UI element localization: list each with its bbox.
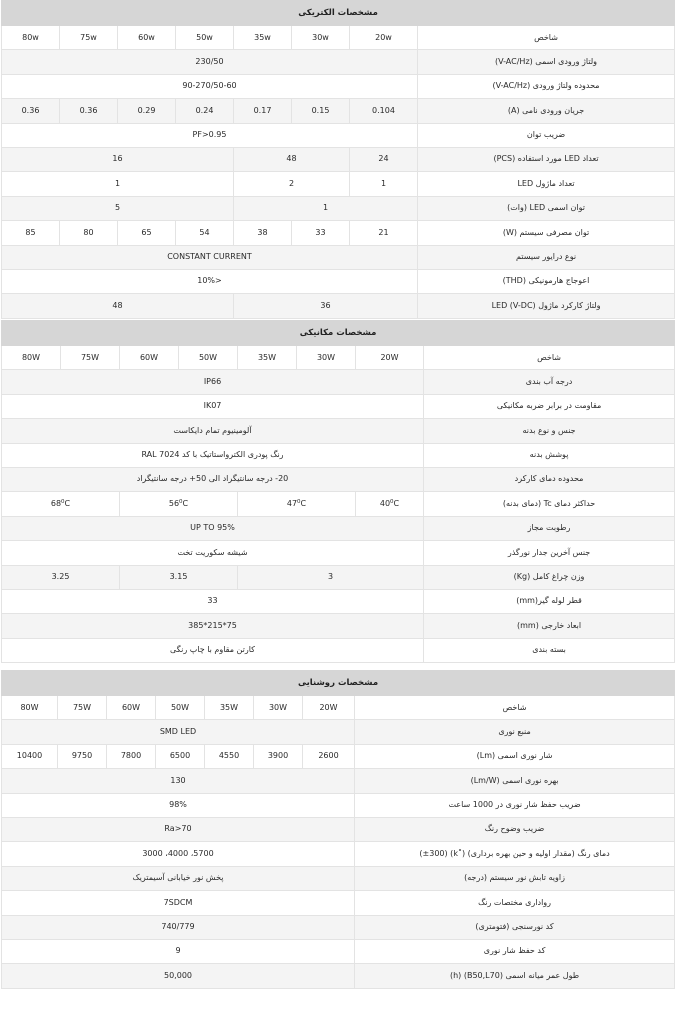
value-cell: 3.25 (2, 565, 120, 589)
value-cell: 2600 (303, 744, 355, 768)
value-cell: SMD LED (2, 720, 355, 744)
row-label: بسته بندی (424, 638, 675, 662)
table-row (2, 720, 675, 744)
row-label: قطر لوله گیر(mm) (424, 589, 675, 613)
power-cell: 30w (292, 26, 350, 50)
value-cell: IK07 (2, 394, 424, 418)
electrical-spec-table (1, 0, 675, 319)
value-cell: 230/50 (2, 50, 418, 74)
value-cell: 0.36 (60, 99, 118, 123)
row-label: تعداد ماژول LED (418, 172, 675, 196)
value-cell: 0.17 (234, 99, 292, 123)
table-row (2, 370, 675, 394)
value-cell: 85 (2, 221, 60, 245)
value-cell: 10%> (2, 269, 418, 293)
value-cell: 4550 (205, 744, 254, 768)
row-label: محدوده ولتاژ ورودی (V-AC/Hz) (418, 74, 675, 98)
value-cell: 65 (118, 221, 176, 245)
value-cell: 130 (2, 769, 355, 793)
row-label: کد حفظ شار نوری (355, 939, 675, 963)
value-cell: IP66 (2, 370, 424, 394)
row-label: جنس آخرین جدار نورگذر (424, 541, 675, 565)
power-cell: 60w (118, 26, 176, 50)
row-label: کد نورسنجی (فتومتری) (355, 915, 675, 939)
value-cell: 90-270/50-60 (2, 74, 418, 98)
value-cell: 54 (176, 221, 234, 245)
table-row (2, 99, 675, 123)
value-cell: 9 (2, 939, 355, 963)
table-row (2, 769, 675, 793)
row-label: مقاومت در برابر ضربه مکانیکی (424, 394, 675, 418)
power-cell: 20W (303, 696, 355, 720)
value-cell: 7800 (107, 744, 156, 768)
value-cell: 16 (2, 147, 234, 171)
value-cell: 36 (234, 294, 418, 318)
row-label: تعداد LED مورد استفاده (PCS) (418, 147, 675, 171)
table-row (2, 817, 675, 841)
row-label: درجه آب بندی (424, 370, 675, 394)
table-row (2, 419, 675, 443)
power-cell: 30W (254, 696, 303, 720)
value-cell: 33 (292, 221, 350, 245)
mechanical-spec-table (1, 320, 675, 663)
power-cell: 30W (297, 346, 356, 370)
row-label: ضریب توان (418, 123, 675, 147)
table-row (2, 467, 675, 491)
value-cell: 21 (350, 221, 418, 245)
row-label: جنس و نوع بدنه (424, 419, 675, 443)
value-cell: 1 (2, 172, 234, 196)
table-row (2, 915, 675, 939)
row-label: زاویه تابش نور سیستم (درجه) (355, 866, 675, 890)
value-cell: 3.15 (120, 565, 238, 589)
table-row (2, 842, 675, 866)
table-row (2, 74, 675, 98)
value-cell: 0.15 (292, 99, 350, 123)
section-header (2, 1, 675, 26)
power-cell: 80W (2, 346, 61, 370)
table-row (2, 123, 675, 147)
degree-mark: 0 (61, 498, 65, 505)
tc-unit: C (182, 498, 189, 508)
power-cell: 80W (2, 696, 58, 720)
row-label: شاخص (418, 26, 675, 50)
row-label: شاخص (424, 346, 675, 370)
row-label: پوشش بدنه (424, 443, 675, 467)
value-cell: 0.36 (2, 99, 60, 123)
value-cell: Ra>70 (2, 817, 355, 841)
value-cell: 740/779 (2, 915, 355, 939)
value-cell: 7SDCM (2, 891, 355, 915)
table-row (2, 939, 675, 963)
value-cell: 0.24 (176, 99, 234, 123)
table-row (2, 866, 675, 890)
value-cell: 50,000 (2, 964, 355, 988)
row-label: شار نوری اسمی (Lm) (355, 744, 675, 768)
value-cell: 385*215*75 (2, 614, 424, 638)
row-label: ولتاژ ورودی اسمی (V-AC/Hz) (418, 50, 675, 74)
power-cell: 60W (107, 696, 156, 720)
row-label: ضریب حفظ شار نوری در 1000 ساعت (355, 793, 675, 817)
value-cell: 10400 (2, 744, 58, 768)
power-cell: 35W (238, 346, 297, 370)
table-row (2, 394, 675, 418)
table-row (2, 294, 675, 318)
value-cell: کارتن مقاوم با چاپ رنگی (2, 638, 424, 662)
table-row (2, 443, 675, 467)
table-row (2, 793, 675, 817)
row-label: ولتاژ کارکرد ماژول LED (V-DC) (418, 294, 675, 318)
value-cell: 5700، 4000، 3000 (2, 842, 355, 866)
row-label: ضریب وضوح رنگ (355, 817, 675, 841)
table-row (2, 541, 675, 565)
table-row (2, 891, 675, 915)
value-cell: 24 (350, 147, 418, 171)
row-label: وزن چراغ کامل (Kg) (424, 565, 675, 589)
value-cell: پخش نور خیابانی آسیمتریک (2, 866, 355, 890)
table-row (2, 516, 675, 540)
tc-value: 47 (286, 498, 298, 508)
power-cell: 50W (156, 696, 205, 720)
value-cell: شیشه سکوریت تخت (2, 541, 424, 565)
section-title: مشخصات مکانیکی (2, 321, 675, 346)
table-row (2, 245, 675, 269)
table-row (2, 221, 675, 245)
value-cell: 38 (234, 221, 292, 245)
value-cell: 48 (234, 147, 350, 171)
row-label: نوع درایور سیستم (418, 245, 675, 269)
value-cell: 80 (60, 221, 118, 245)
value-cell: 1 (350, 172, 418, 196)
table-row (2, 196, 675, 220)
power-cell: 50w (176, 26, 234, 50)
value-cell: 3900 (254, 744, 303, 768)
value-cell: رنگ پودری الکترواستاتیک با کد RAL 7024 (2, 443, 424, 467)
table-row (2, 589, 675, 613)
degree-mark: 0 (390, 498, 394, 505)
table-row (2, 744, 675, 768)
power-cell: 60W (120, 346, 179, 370)
value-cell: 1 (234, 196, 418, 220)
row-label: ابعاد خارجی (mm) (424, 614, 675, 638)
row-label: منبع نوری (355, 720, 675, 744)
table-row (2, 147, 675, 171)
power-cell: 80w (2, 26, 60, 50)
row-label: رطوبت مجاز (424, 516, 675, 540)
section-header (2, 321, 675, 346)
value-cell: 98% (2, 793, 355, 817)
row-label: حداکثر دمای Tc (دمای بدنه) (424, 492, 675, 516)
tc-value: 56 (168, 498, 180, 508)
value-cell (120, 492, 238, 516)
lighting-spec-table (1, 670, 675, 989)
row-label: طول عمر میانه اسمی (B50,L70) (h) (355, 964, 675, 988)
value-cell (356, 492, 424, 516)
power-cell: 35w (234, 26, 292, 50)
row-label: جریان ورودی نامی (A) (418, 99, 675, 123)
section-title: مشخصات الکتریکی (2, 1, 675, 26)
table-row (2, 614, 675, 638)
value-cell: آلومینیوم تمام دایکاست (2, 419, 424, 443)
value-cell: 0.29 (118, 99, 176, 123)
value-cell: 6500 (156, 744, 205, 768)
row-label: شاخص (355, 696, 675, 720)
power-cell: 75W (61, 346, 120, 370)
tc-value: 68 (50, 498, 62, 508)
degree-mark: 0 (297, 498, 301, 505)
table-row (2, 492, 675, 516)
table-row (2, 638, 675, 662)
power-cell: 50W (179, 346, 238, 370)
value-cell (2, 492, 120, 516)
table-row (2, 172, 675, 196)
power-cell: 20W (356, 346, 424, 370)
value-cell: 20- درجه سانتیگراد الی 50+ درجه سانتیگراد (2, 467, 424, 491)
value-cell: 5 (2, 196, 234, 220)
row-label: توان مصرفی سیستم (W) (418, 221, 675, 245)
value-cell: UP TO 95% (2, 516, 424, 540)
table-row (2, 565, 675, 589)
row-label: توان اسمی LED (وات) (418, 196, 675, 220)
value-cell: 9750 (58, 744, 107, 768)
power-cell: 20w (350, 26, 418, 50)
row-label: بهره نوری اسمی (Lm/W) (355, 769, 675, 793)
value-cell: 3 (238, 565, 424, 589)
row-label: رواداری مختصات رنگ (355, 891, 675, 915)
row-label: دمای رنگ (مقدار اولیه و حین بهره برداری) (˚k) (±300) (355, 842, 675, 866)
value-cell: CONSTANT CURRENT (2, 245, 418, 269)
table-row (2, 269, 675, 293)
power-cell: 75W (58, 696, 107, 720)
degree-mark: 0 (179, 498, 183, 505)
row-label: اعوجاج هارمونیکی (THD) (418, 269, 675, 293)
table-row (2, 964, 675, 988)
value-cell: 33 (2, 589, 424, 613)
power-cell: 35W (205, 696, 254, 720)
value-cell (238, 492, 356, 516)
section-title: مشخصات روشنایی (2, 671, 675, 696)
table-row (2, 50, 675, 74)
value-cell: 2 (234, 172, 350, 196)
table-row (2, 26, 675, 50)
tc-unit: C (300, 498, 307, 508)
value-cell: PF>0.95 (2, 123, 418, 147)
value-cell: 48 (2, 294, 234, 318)
table-row (2, 346, 675, 370)
row-label: محدوده دمای کارکرد (424, 467, 675, 491)
section-header (2, 671, 675, 696)
power-cell: 75w (60, 26, 118, 50)
tc-unit: C (393, 498, 400, 508)
tc-unit: C (64, 498, 71, 508)
value-cell: 0.104 (350, 99, 418, 123)
tc-value: 40 (379, 498, 391, 508)
table-row (2, 696, 675, 720)
